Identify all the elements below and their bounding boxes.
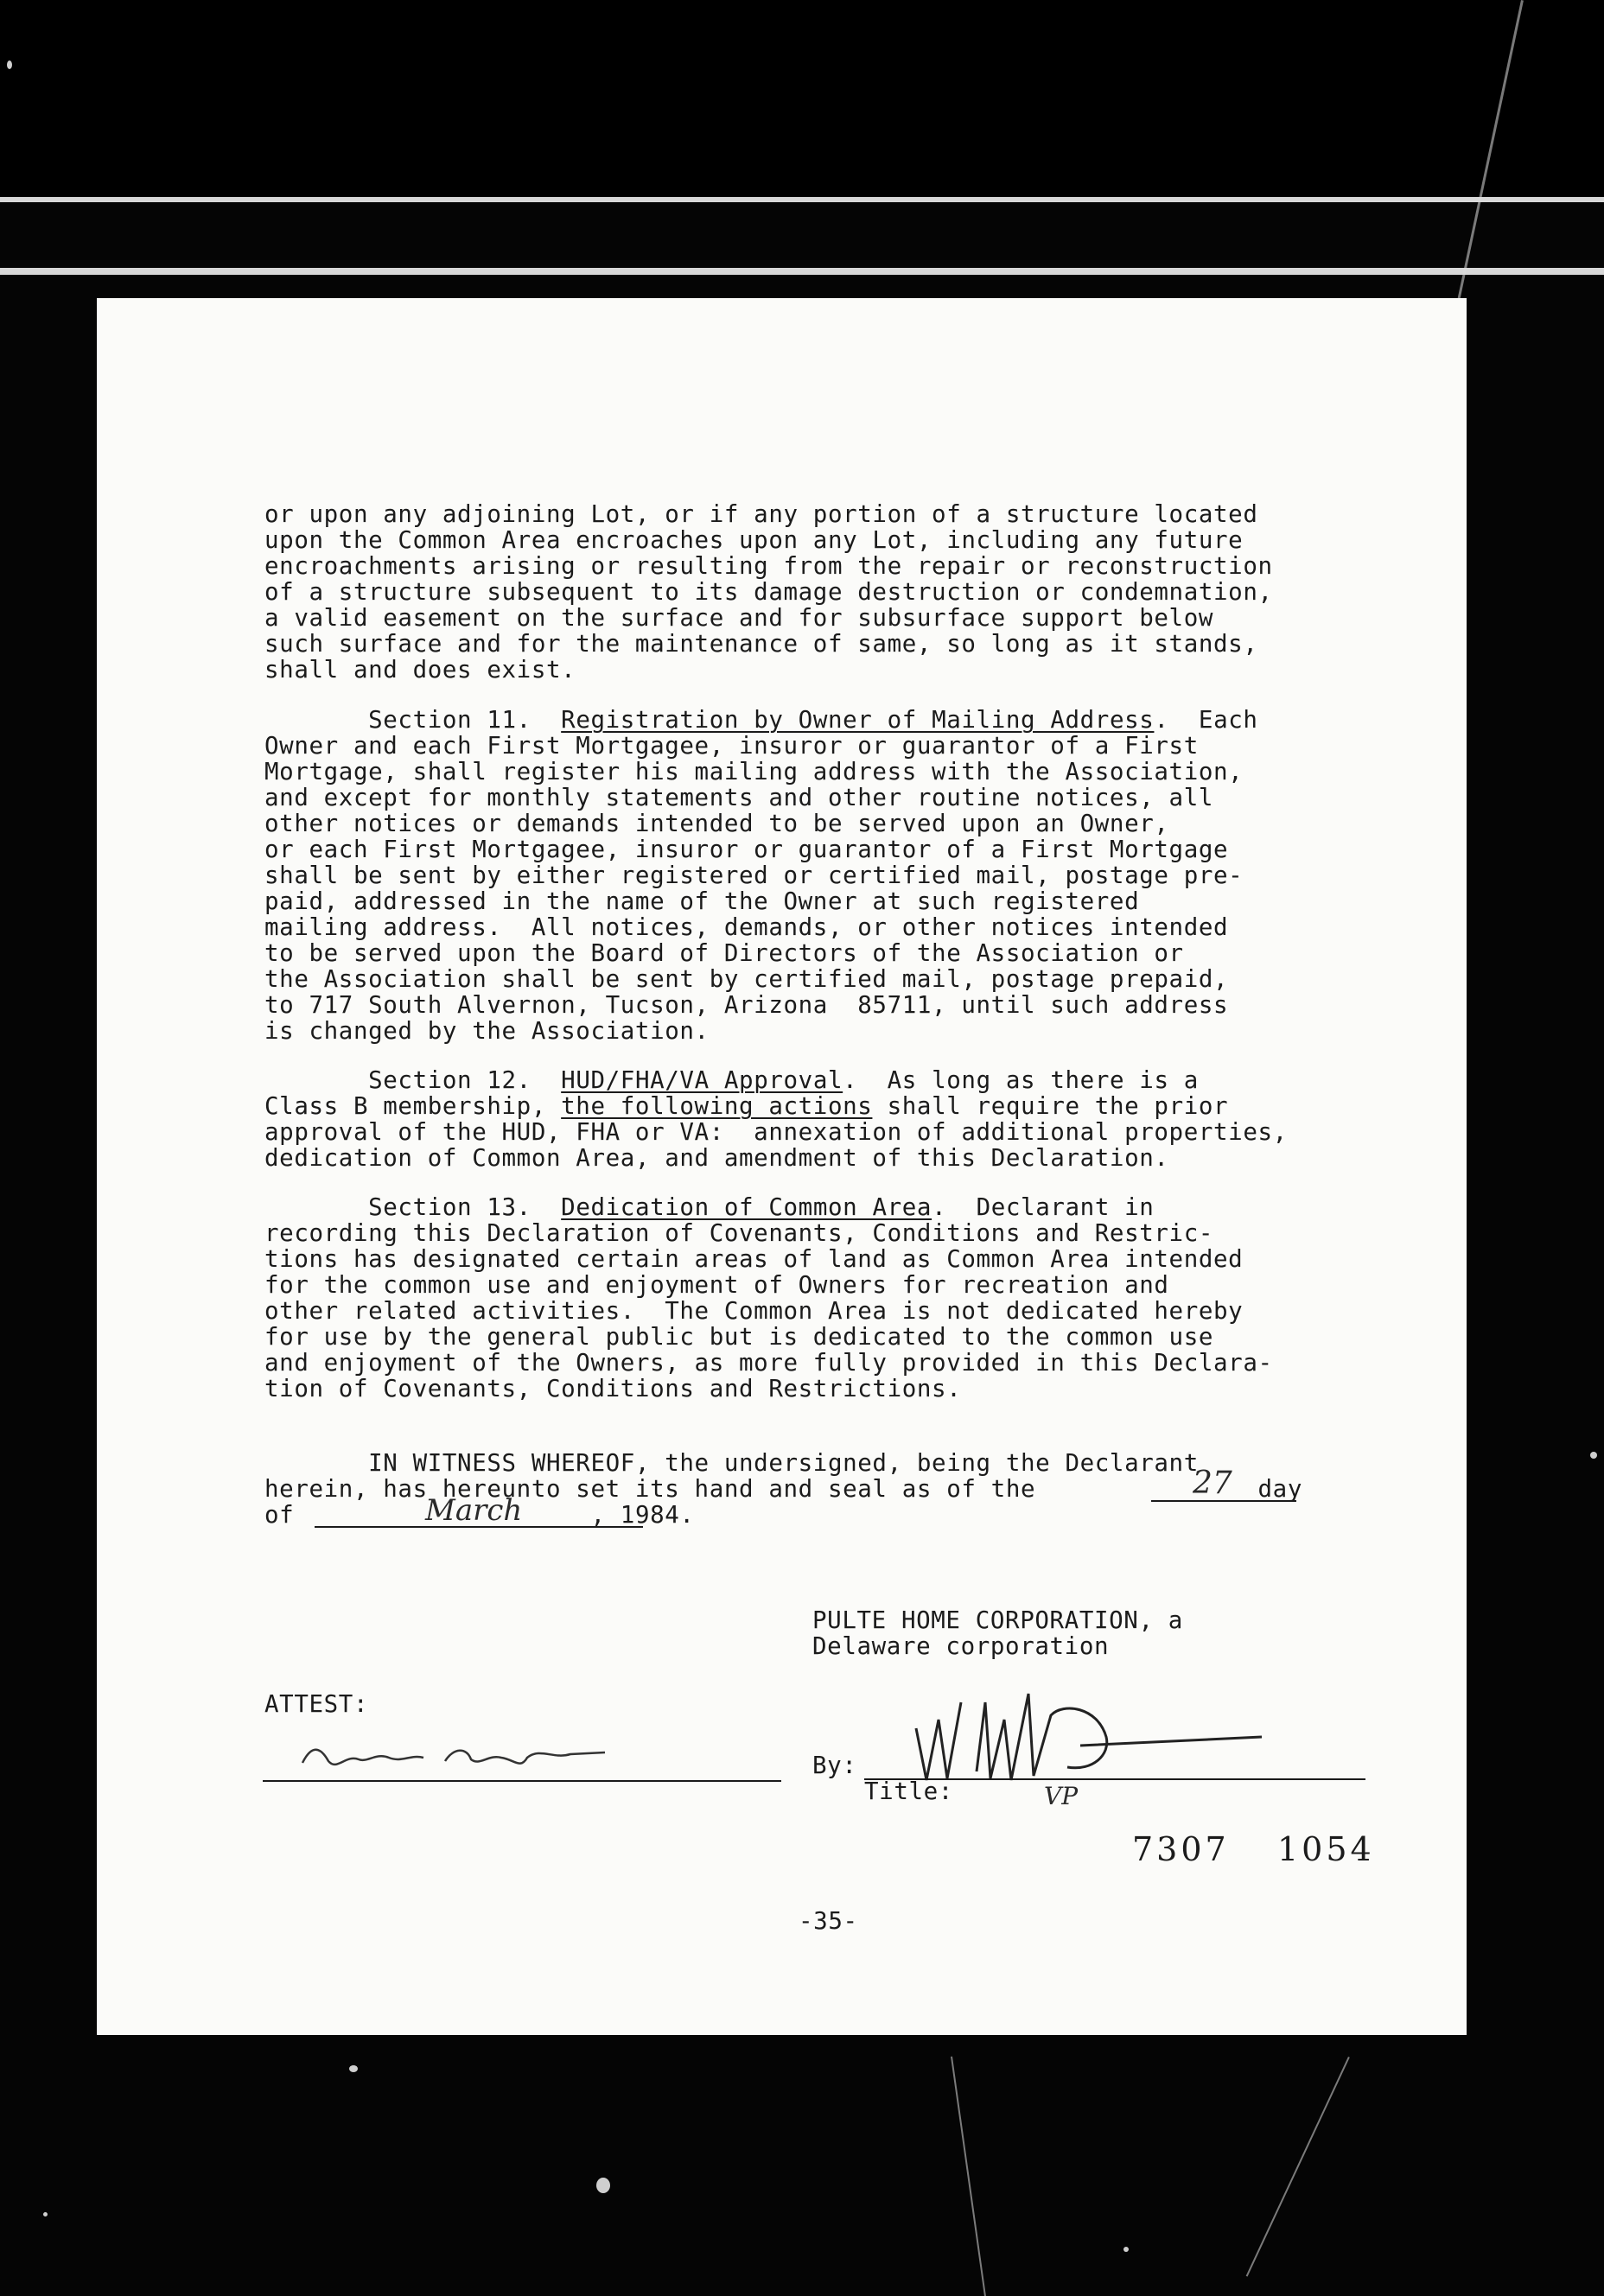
text-line: such surface and for the maintenance of same, so long as it stands, [264,630,1258,658]
text-fragment: day [1257,1475,1302,1503]
scan-scratch [951,2057,986,2296]
title-label: Title: [864,1778,953,1805]
attest-signature-line [263,1780,781,1782]
section-heading-line [264,1067,1414,1093]
text-line: to 717 South Alvernon, Tucson, Arizona 85711, until such address [264,991,1229,1019]
handwritten-day: 27 [1193,1466,1232,1501]
text-line: tion of Covenants, Conditions and Restrictions. [264,1375,962,1402]
section-12 [264,1067,1414,1171]
text-line: and except for monthly statements and other routine notices, all [264,784,1214,811]
handwritten-title: VP [1044,1782,1079,1810]
text-line: mailing address. All notices, demands, or other notices intended [264,913,1229,941]
text-line: for the common use and enjoyment of Owners for recreation and [264,1271,1169,1299]
scan-speck [7,60,12,69]
text-fragment: . Declarant in [932,1193,1155,1221]
text-line: Owner and each First Mortgagee, insuror or guarantor of a First [264,732,1199,760]
scan-speck [43,2212,48,2216]
section-11 [264,707,1414,1044]
text-line: Mortgage, shall register his mailing address with the Association, [264,758,1244,785]
section-heading-line [264,1194,1414,1220]
company-type: Delaware corporation [812,1632,1110,1660]
recording-page-number: 1054 [1277,1830,1375,1868]
company-name: PULTE HOME CORPORATION, a [812,1606,1183,1634]
section-title: HUD/FHA/VA Approval [561,1066,843,1094]
by-label: By: [812,1752,857,1779]
scan-speck [596,2178,610,2193]
text-line: or upon any adjoining Lot, or if any portion of a structure located [264,500,1258,528]
scan-divider-line [0,268,1604,275]
text-line: to be served upon the Board of Directors of the Association or [264,939,1184,967]
section-heading-line [264,707,1414,733]
text-fragment: shall require the prior [872,1092,1229,1120]
text-line: other related activities. The Common Area is not dedicated hereby [264,1297,1244,1325]
text-line: other notices or demands intended to be served upon an Owner, [264,810,1169,837]
scan-scratch [1246,2057,1350,2277]
text-line: dedication of Common Area, and amendment of this Declaration. [264,1144,1169,1172]
section-title: Registration by Owner of Mailing Address [561,706,1155,734]
attest-label: ATTEST: [264,1690,369,1718]
text-fragment: , 1984. [590,1501,695,1529]
scan-divider-line [0,197,1604,202]
text-fragment: . Each [1154,706,1258,734]
scan-top-band [0,0,1604,199]
text-line: and enjoyment of the Owners, as more fully provided in this Declara- [264,1349,1273,1377]
scan-speck [349,2065,358,2072]
text-line: tions has designated certain areas of land as Common Area intended [264,1245,1244,1273]
section-title: Dedication of Common Area [561,1193,932,1221]
text-line: a valid easement on the surface and for subsurface support below [264,604,1214,632]
section-number: Section 13. [368,1193,531,1221]
text-fragment: the following actions [561,1092,873,1120]
text-line: upon the Common Area encroaches upon any Lot, including any future [264,526,1244,554]
text-fragment: Class B membership, [264,1092,562,1120]
text-line: the Association shall be sent by certified mail, postage prepaid, [264,965,1229,993]
scan-speck [1590,1452,1597,1459]
text-line: or each First Mortgagee, insuror or guarantor of a First Mortgage [264,836,1229,863]
text-fragment: of [264,1501,295,1529]
text-line: recording this Declaration of Covenants, Conditions and Restric- [264,1219,1214,1247]
text-line: for use by the general public but is dedicated to the common use [264,1323,1214,1351]
handwritten-month: March [425,1493,523,1528]
text-line: shall and does exist. [264,656,576,684]
recording-book-number: 7307 [1132,1830,1230,1868]
text-line: encroachments arising or resulting from the repair or reconstruction [264,552,1273,580]
company-block [812,1607,1417,1659]
attest-signature [294,1728,614,1780]
text-line: is changed by the Association. [264,1017,710,1045]
scan-speck [1123,2247,1129,2252]
text-line: of a structure subsequent to its damage destruction or condemnation, [264,578,1273,606]
text-fragment: herein, has hereunto set its hand and seal as of the [264,1475,1036,1503]
text-line: paid, addressed in the name of the Owner at such registered [264,887,1140,915]
text-line: shall be sent by either registered or certified mail, postage pre- [264,862,1244,889]
section-13 [264,1194,1414,1402]
text-fragment: IN WITNESS WHEREOF, the undersigned, being the Declarant [368,1449,1199,1477]
text-line [264,1093,1414,1119]
section-number: Section 11. [368,706,531,734]
text-fragment: . As long as there is a [843,1066,1199,1094]
page-number: -35- [799,1907,858,1935]
section-number: Section 12. [368,1066,531,1094]
officer-signature [899,1668,1288,1789]
text-line: approval of the HUD, FHA or VA: annexation of additional properties, [264,1118,1288,1146]
intro-paragraph [264,501,1414,683]
